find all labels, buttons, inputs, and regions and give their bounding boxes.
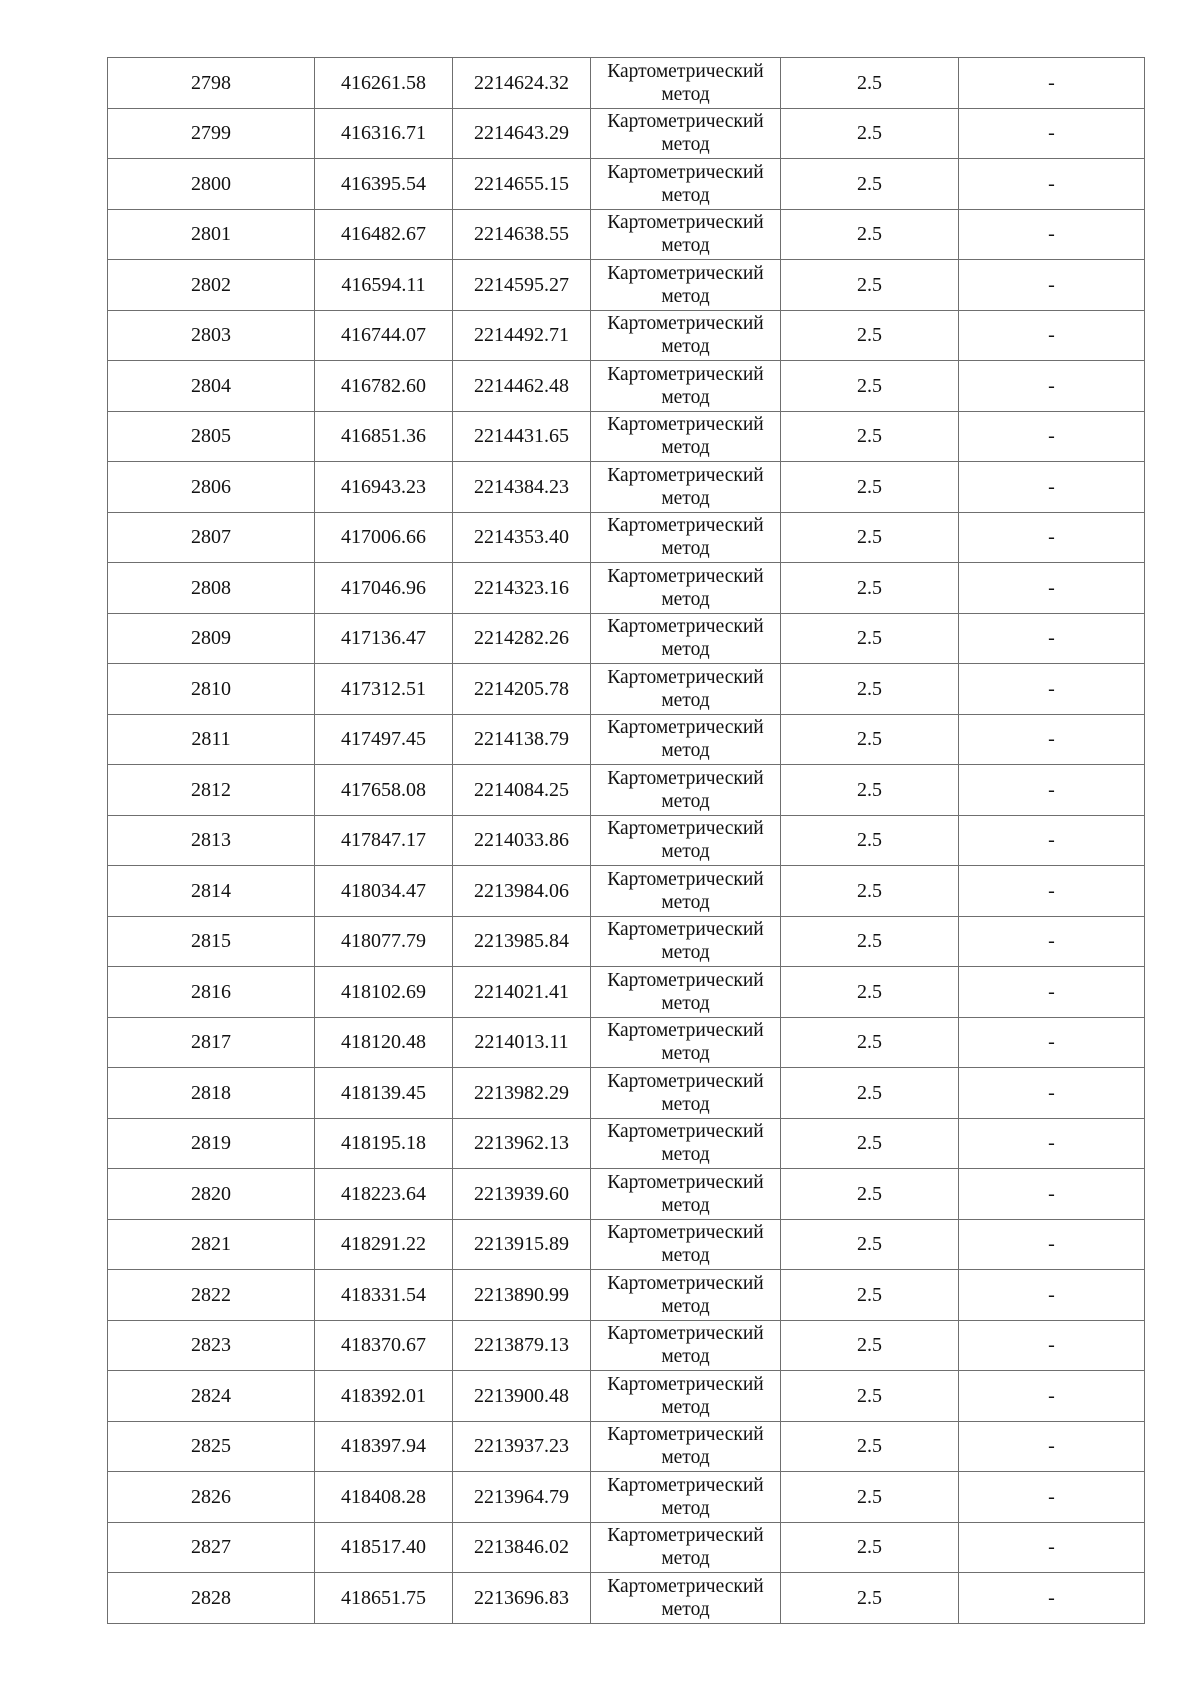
method-cell bbox=[591, 866, 781, 917]
x-coordinate-cell: 418517.40 bbox=[315, 1522, 453, 1573]
table-row bbox=[108, 664, 1145, 715]
x-coordinate-cell: 417046.96 bbox=[315, 563, 453, 614]
method-line-2: метод bbox=[661, 487, 710, 509]
y-coordinate-cell: 2214624.32 bbox=[453, 58, 591, 109]
table-row bbox=[108, 815, 1145, 866]
point-number-cell: 2809 bbox=[108, 613, 315, 664]
y-coordinate-cell: 2213890.99 bbox=[453, 1270, 591, 1321]
accuracy-cell: 2.5 bbox=[781, 1573, 959, 1624]
table-row bbox=[108, 361, 1145, 412]
accuracy-cell: 2.5 bbox=[781, 361, 959, 412]
method-line-2: метод bbox=[661, 1144, 710, 1166]
note-cell: - bbox=[959, 1371, 1145, 1422]
method-line-1: Картометрический bbox=[607, 1272, 764, 1294]
note-cell: - bbox=[959, 512, 1145, 563]
method-line-2: метод bbox=[661, 992, 710, 1014]
point-number-cell: 2819 bbox=[108, 1118, 315, 1169]
method-line-2: метод bbox=[661, 1598, 710, 1620]
y-coordinate-cell: 2214643.29 bbox=[453, 108, 591, 159]
y-coordinate-cell: 2214384.23 bbox=[453, 462, 591, 513]
method-cell bbox=[591, 967, 781, 1018]
method-line-1: Картометрический bbox=[607, 313, 764, 335]
y-coordinate-cell: 2214431.65 bbox=[453, 411, 591, 462]
method-line-1: Картометрический bbox=[607, 767, 764, 789]
method-line-1: Картометрический bbox=[607, 919, 764, 941]
method-line-1: Картометрический bbox=[607, 1525, 764, 1547]
x-coordinate-cell: 418034.47 bbox=[315, 866, 453, 917]
table-row bbox=[108, 310, 1145, 361]
coordinates-table-body bbox=[108, 58, 1145, 1624]
method-line-2: метод bbox=[661, 437, 710, 459]
method-cell bbox=[591, 512, 781, 563]
note-cell: - bbox=[959, 411, 1145, 462]
accuracy-cell: 2.5 bbox=[781, 108, 959, 159]
note-cell: - bbox=[959, 462, 1145, 513]
y-coordinate-cell: 2213939.60 bbox=[453, 1169, 591, 1220]
accuracy-cell: 2.5 bbox=[781, 1118, 959, 1169]
accuracy-cell: 2.5 bbox=[781, 967, 959, 1018]
point-number-cell: 2808 bbox=[108, 563, 315, 614]
x-coordinate-cell: 416395.54 bbox=[315, 159, 453, 210]
method-line-1: Картометрический bbox=[607, 111, 764, 133]
point-number-cell: 2818 bbox=[108, 1068, 315, 1119]
point-number-cell: 2817 bbox=[108, 1017, 315, 1068]
y-coordinate-cell: 2214492.71 bbox=[453, 310, 591, 361]
method-line-1: Картометрический bbox=[607, 1424, 764, 1446]
method-line-1: Картометрический bbox=[607, 1575, 764, 1597]
y-coordinate-cell: 2214655.15 bbox=[453, 159, 591, 210]
table-row bbox=[108, 512, 1145, 563]
method-line-2: метод bbox=[661, 1497, 710, 1519]
y-coordinate-cell: 2213937.23 bbox=[453, 1421, 591, 1472]
x-coordinate-cell: 417497.45 bbox=[315, 714, 453, 765]
method-line-1: Картометрический bbox=[607, 868, 764, 890]
method-line-1: Картометрический bbox=[607, 1323, 764, 1345]
note-cell: - bbox=[959, 310, 1145, 361]
note-cell: - bbox=[959, 1118, 1145, 1169]
point-number-cell: 2799 bbox=[108, 108, 315, 159]
x-coordinate-cell: 417847.17 bbox=[315, 815, 453, 866]
note-cell: - bbox=[959, 765, 1145, 816]
method-line-2: метод bbox=[661, 942, 710, 964]
note-cell: - bbox=[959, 714, 1145, 765]
table-row bbox=[108, 462, 1145, 513]
method-line-2: метод bbox=[661, 235, 710, 257]
point-number-cell: 2816 bbox=[108, 967, 315, 1018]
point-number-cell: 2815 bbox=[108, 916, 315, 967]
method-line-2: метод bbox=[661, 740, 710, 762]
x-coordinate-cell: 416261.58 bbox=[315, 58, 453, 109]
method-cell bbox=[591, 1371, 781, 1422]
x-coordinate-cell: 416316.71 bbox=[315, 108, 453, 159]
accuracy-cell: 2.5 bbox=[781, 58, 959, 109]
point-number-cell: 2810 bbox=[108, 664, 315, 715]
method-line-2: метод bbox=[661, 1346, 710, 1368]
y-coordinate-cell: 2213915.89 bbox=[453, 1219, 591, 1270]
note-cell: - bbox=[959, 1017, 1145, 1068]
method-line-2: метод bbox=[661, 1093, 710, 1115]
accuracy-cell: 2.5 bbox=[781, 613, 959, 664]
accuracy-cell: 2.5 bbox=[781, 866, 959, 917]
method-line-2: метод bbox=[661, 1043, 710, 1065]
x-coordinate-cell: 418370.67 bbox=[315, 1320, 453, 1371]
table-row bbox=[108, 1068, 1145, 1119]
method-cell bbox=[591, 1320, 781, 1371]
x-coordinate-cell: 418195.18 bbox=[315, 1118, 453, 1169]
note-cell: - bbox=[959, 260, 1145, 311]
point-number-cell: 2805 bbox=[108, 411, 315, 462]
accuracy-cell: 2.5 bbox=[781, 1320, 959, 1371]
accuracy-cell: 2.5 bbox=[781, 462, 959, 513]
method-line-1: Картометрический bbox=[607, 60, 764, 82]
point-number-cell: 2803 bbox=[108, 310, 315, 361]
y-coordinate-cell: 2214638.55 bbox=[453, 209, 591, 260]
method-line-2: метод bbox=[661, 386, 710, 408]
x-coordinate-cell: 418397.94 bbox=[315, 1421, 453, 1472]
point-number-cell: 2823 bbox=[108, 1320, 315, 1371]
x-coordinate-cell: 416744.07 bbox=[315, 310, 453, 361]
method-cell bbox=[591, 1118, 781, 1169]
y-coordinate-cell: 2213982.29 bbox=[453, 1068, 591, 1119]
table-row bbox=[108, 260, 1145, 311]
method-line-2: метод bbox=[661, 1245, 710, 1267]
y-coordinate-cell: 2213985.84 bbox=[453, 916, 591, 967]
y-coordinate-cell: 2214595.27 bbox=[453, 260, 591, 311]
table-row bbox=[108, 108, 1145, 159]
table-row bbox=[108, 765, 1145, 816]
y-coordinate-cell: 2214353.40 bbox=[453, 512, 591, 563]
note-cell: - bbox=[959, 1522, 1145, 1573]
x-coordinate-cell: 417006.66 bbox=[315, 512, 453, 563]
table-row bbox=[108, 1017, 1145, 1068]
note-cell: - bbox=[959, 1219, 1145, 1270]
method-cell bbox=[591, 714, 781, 765]
y-coordinate-cell: 2214021.41 bbox=[453, 967, 591, 1018]
accuracy-cell: 2.5 bbox=[781, 815, 959, 866]
table-row bbox=[108, 563, 1145, 614]
note-cell: - bbox=[959, 967, 1145, 1018]
method-line-1: Картометрический bbox=[607, 565, 764, 587]
y-coordinate-cell: 2213962.13 bbox=[453, 1118, 591, 1169]
accuracy-cell: 2.5 bbox=[781, 1472, 959, 1523]
note-cell: - bbox=[959, 613, 1145, 664]
y-coordinate-cell: 2214084.25 bbox=[453, 765, 591, 816]
method-cell bbox=[591, 209, 781, 260]
note-cell: - bbox=[959, 916, 1145, 967]
x-coordinate-cell: 417658.08 bbox=[315, 765, 453, 816]
note-cell: - bbox=[959, 1068, 1145, 1119]
method-cell bbox=[591, 1421, 781, 1472]
table-row bbox=[108, 1219, 1145, 1270]
method-line-1: Картометрический bbox=[607, 717, 764, 739]
method-line-1: Картометрический bbox=[607, 212, 764, 234]
method-line-1: Картометрический bbox=[607, 363, 764, 385]
accuracy-cell: 2.5 bbox=[781, 159, 959, 210]
method-cell bbox=[591, 613, 781, 664]
x-coordinate-cell: 417312.51 bbox=[315, 664, 453, 715]
x-coordinate-cell: 418223.64 bbox=[315, 1169, 453, 1220]
point-number-cell: 2821 bbox=[108, 1219, 315, 1270]
y-coordinate-cell: 2213879.13 bbox=[453, 1320, 591, 1371]
method-cell bbox=[591, 159, 781, 210]
method-cell bbox=[591, 310, 781, 361]
x-coordinate-cell: 418651.75 bbox=[315, 1573, 453, 1624]
note-cell: - bbox=[959, 58, 1145, 109]
table-row bbox=[108, 714, 1145, 765]
accuracy-cell: 2.5 bbox=[781, 563, 959, 614]
y-coordinate-cell: 2214013.11 bbox=[453, 1017, 591, 1068]
table-row bbox=[108, 1118, 1145, 1169]
method-cell bbox=[591, 462, 781, 513]
method-line-1: Картометрический bbox=[607, 1373, 764, 1395]
table-row bbox=[108, 1169, 1145, 1220]
method-line-1: Картометрический bbox=[607, 1020, 764, 1042]
point-number-cell: 2813 bbox=[108, 815, 315, 866]
x-coordinate-cell: 418408.28 bbox=[315, 1472, 453, 1523]
point-number-cell: 2825 bbox=[108, 1421, 315, 1472]
method-line-2: метод bbox=[661, 588, 710, 610]
method-cell bbox=[591, 1169, 781, 1220]
table-row bbox=[108, 1522, 1145, 1573]
point-number-cell: 2824 bbox=[108, 1371, 315, 1422]
point-number-cell: 2804 bbox=[108, 361, 315, 412]
table-row bbox=[108, 159, 1145, 210]
method-cell bbox=[591, 411, 781, 462]
note-cell: - bbox=[959, 866, 1145, 917]
method-line-2: метод bbox=[661, 184, 710, 206]
accuracy-cell: 2.5 bbox=[781, 260, 959, 311]
note-cell: - bbox=[959, 1421, 1145, 1472]
point-number-cell: 2798 bbox=[108, 58, 315, 109]
table-row bbox=[108, 1472, 1145, 1523]
method-line-1: Картометрический bbox=[607, 515, 764, 537]
x-coordinate-cell: 417136.47 bbox=[315, 613, 453, 664]
note-cell: - bbox=[959, 1320, 1145, 1371]
accuracy-cell: 2.5 bbox=[781, 1219, 959, 1270]
method-line-1: Картометрический bbox=[607, 1222, 764, 1244]
method-cell bbox=[591, 563, 781, 614]
accuracy-cell: 2.5 bbox=[781, 310, 959, 361]
y-coordinate-cell: 2213900.48 bbox=[453, 1371, 591, 1422]
y-coordinate-cell: 2214138.79 bbox=[453, 714, 591, 765]
y-coordinate-cell: 2213964.79 bbox=[453, 1472, 591, 1523]
y-coordinate-cell: 2214282.26 bbox=[453, 613, 591, 664]
method-cell bbox=[591, 58, 781, 109]
y-coordinate-cell: 2213696.83 bbox=[453, 1573, 591, 1624]
accuracy-cell: 2.5 bbox=[781, 765, 959, 816]
method-line-1: Картометрический bbox=[607, 1070, 764, 1092]
point-number-cell: 2828 bbox=[108, 1573, 315, 1624]
method-cell bbox=[591, 361, 781, 412]
method-line-2: метод bbox=[661, 841, 710, 863]
note-cell: - bbox=[959, 664, 1145, 715]
point-number-cell: 2827 bbox=[108, 1522, 315, 1573]
accuracy-cell: 2.5 bbox=[781, 1522, 959, 1573]
note-cell: - bbox=[959, 159, 1145, 210]
table-row bbox=[108, 1421, 1145, 1472]
accuracy-cell: 2.5 bbox=[781, 664, 959, 715]
method-line-2: метод bbox=[661, 134, 710, 156]
accuracy-cell: 2.5 bbox=[781, 916, 959, 967]
x-coordinate-cell: 416943.23 bbox=[315, 462, 453, 513]
method-cell bbox=[591, 260, 781, 311]
method-line-1: Картометрический bbox=[607, 1171, 764, 1193]
table-row bbox=[108, 411, 1145, 462]
method-line-2: метод bbox=[661, 1396, 710, 1418]
x-coordinate-cell: 418120.48 bbox=[315, 1017, 453, 1068]
x-coordinate-cell: 418291.22 bbox=[315, 1219, 453, 1270]
note-cell: - bbox=[959, 1472, 1145, 1523]
method-line-2: метод bbox=[661, 336, 710, 358]
method-line-1: Картометрический bbox=[607, 464, 764, 486]
table-row bbox=[108, 1371, 1145, 1422]
y-coordinate-cell: 2214462.48 bbox=[453, 361, 591, 412]
point-number-cell: 2814 bbox=[108, 866, 315, 917]
method-line-2: метод bbox=[661, 83, 710, 105]
accuracy-cell: 2.5 bbox=[781, 1068, 959, 1119]
point-number-cell: 2812 bbox=[108, 765, 315, 816]
method-line-2: метод bbox=[661, 1194, 710, 1216]
method-line-1: Картометрический bbox=[607, 262, 764, 284]
note-cell: - bbox=[959, 1573, 1145, 1624]
accuracy-cell: 2.5 bbox=[781, 1421, 959, 1472]
method-line-2: метод bbox=[661, 538, 710, 560]
method-line-2: метод bbox=[661, 891, 710, 913]
coordinates-table bbox=[107, 57, 1145, 1624]
note-cell: - bbox=[959, 108, 1145, 159]
method-cell bbox=[591, 815, 781, 866]
method-cell bbox=[591, 916, 781, 967]
method-cell bbox=[591, 108, 781, 159]
point-number-cell: 2802 bbox=[108, 260, 315, 311]
note-cell: - bbox=[959, 563, 1145, 614]
x-coordinate-cell: 418102.69 bbox=[315, 967, 453, 1018]
accuracy-cell: 2.5 bbox=[781, 1169, 959, 1220]
accuracy-cell: 2.5 bbox=[781, 1017, 959, 1068]
point-number-cell: 2820 bbox=[108, 1169, 315, 1220]
point-number-cell: 2806 bbox=[108, 462, 315, 513]
method-line-2: метод bbox=[661, 285, 710, 307]
method-cell bbox=[591, 1472, 781, 1523]
method-cell bbox=[591, 1573, 781, 1624]
point-number-cell: 2801 bbox=[108, 209, 315, 260]
y-coordinate-cell: 2214033.86 bbox=[453, 815, 591, 866]
table-row bbox=[108, 866, 1145, 917]
note-cell: - bbox=[959, 209, 1145, 260]
table-row bbox=[108, 1320, 1145, 1371]
method-cell bbox=[591, 765, 781, 816]
method-cell bbox=[591, 1522, 781, 1573]
x-coordinate-cell: 416782.60 bbox=[315, 361, 453, 412]
table-row bbox=[108, 967, 1145, 1018]
note-cell: - bbox=[959, 1270, 1145, 1321]
y-coordinate-cell: 2213984.06 bbox=[453, 866, 591, 917]
method-line-1: Картометрический bbox=[607, 1121, 764, 1143]
method-line-2: метод bbox=[661, 689, 710, 711]
x-coordinate-cell: 416851.36 bbox=[315, 411, 453, 462]
x-coordinate-cell: 416594.11 bbox=[315, 260, 453, 311]
accuracy-cell: 2.5 bbox=[781, 411, 959, 462]
x-coordinate-cell: 418077.79 bbox=[315, 916, 453, 967]
point-number-cell: 2811 bbox=[108, 714, 315, 765]
table-row bbox=[108, 209, 1145, 260]
y-coordinate-cell: 2213846.02 bbox=[453, 1522, 591, 1573]
method-line-1: Картометрический bbox=[607, 1474, 764, 1496]
method-line-1: Картометрический bbox=[607, 818, 764, 840]
accuracy-cell: 2.5 bbox=[781, 1270, 959, 1321]
method-line-2: метод bbox=[661, 1548, 710, 1570]
x-coordinate-cell: 418139.45 bbox=[315, 1068, 453, 1119]
accuracy-cell: 2.5 bbox=[781, 209, 959, 260]
method-line-1: Картометрический bbox=[607, 161, 764, 183]
method-line-2: метод bbox=[661, 790, 710, 812]
x-coordinate-cell: 418392.01 bbox=[315, 1371, 453, 1422]
method-line-1: Картометрический bbox=[607, 616, 764, 638]
method-cell bbox=[591, 1017, 781, 1068]
method-cell bbox=[591, 1219, 781, 1270]
table-row bbox=[108, 916, 1145, 967]
note-cell: - bbox=[959, 1169, 1145, 1220]
x-coordinate-cell: 418331.54 bbox=[315, 1270, 453, 1321]
method-line-1: Картометрический bbox=[607, 969, 764, 991]
accuracy-cell: 2.5 bbox=[781, 512, 959, 563]
table-row bbox=[108, 613, 1145, 664]
method-line-2: метод bbox=[661, 639, 710, 661]
table-row bbox=[108, 1270, 1145, 1321]
method-cell bbox=[591, 1068, 781, 1119]
point-number-cell: 2800 bbox=[108, 159, 315, 210]
method-cell bbox=[591, 1270, 781, 1321]
note-cell: - bbox=[959, 815, 1145, 866]
accuracy-cell: 2.5 bbox=[781, 1371, 959, 1422]
method-cell bbox=[591, 664, 781, 715]
y-coordinate-cell: 2214323.16 bbox=[453, 563, 591, 614]
point-number-cell: 2826 bbox=[108, 1472, 315, 1523]
note-cell: - bbox=[959, 361, 1145, 412]
method-line-2: метод bbox=[661, 1447, 710, 1469]
accuracy-cell: 2.5 bbox=[781, 714, 959, 765]
method-line-1: Картометрический bbox=[607, 666, 764, 688]
x-coordinate-cell: 416482.67 bbox=[315, 209, 453, 260]
table-row bbox=[108, 1573, 1145, 1624]
table-row bbox=[108, 58, 1145, 109]
point-number-cell: 2822 bbox=[108, 1270, 315, 1321]
method-line-1: Картометрический bbox=[607, 414, 764, 436]
method-line-2: метод bbox=[661, 1295, 710, 1317]
point-number-cell: 2807 bbox=[108, 512, 315, 563]
y-coordinate-cell: 2214205.78 bbox=[453, 664, 591, 715]
